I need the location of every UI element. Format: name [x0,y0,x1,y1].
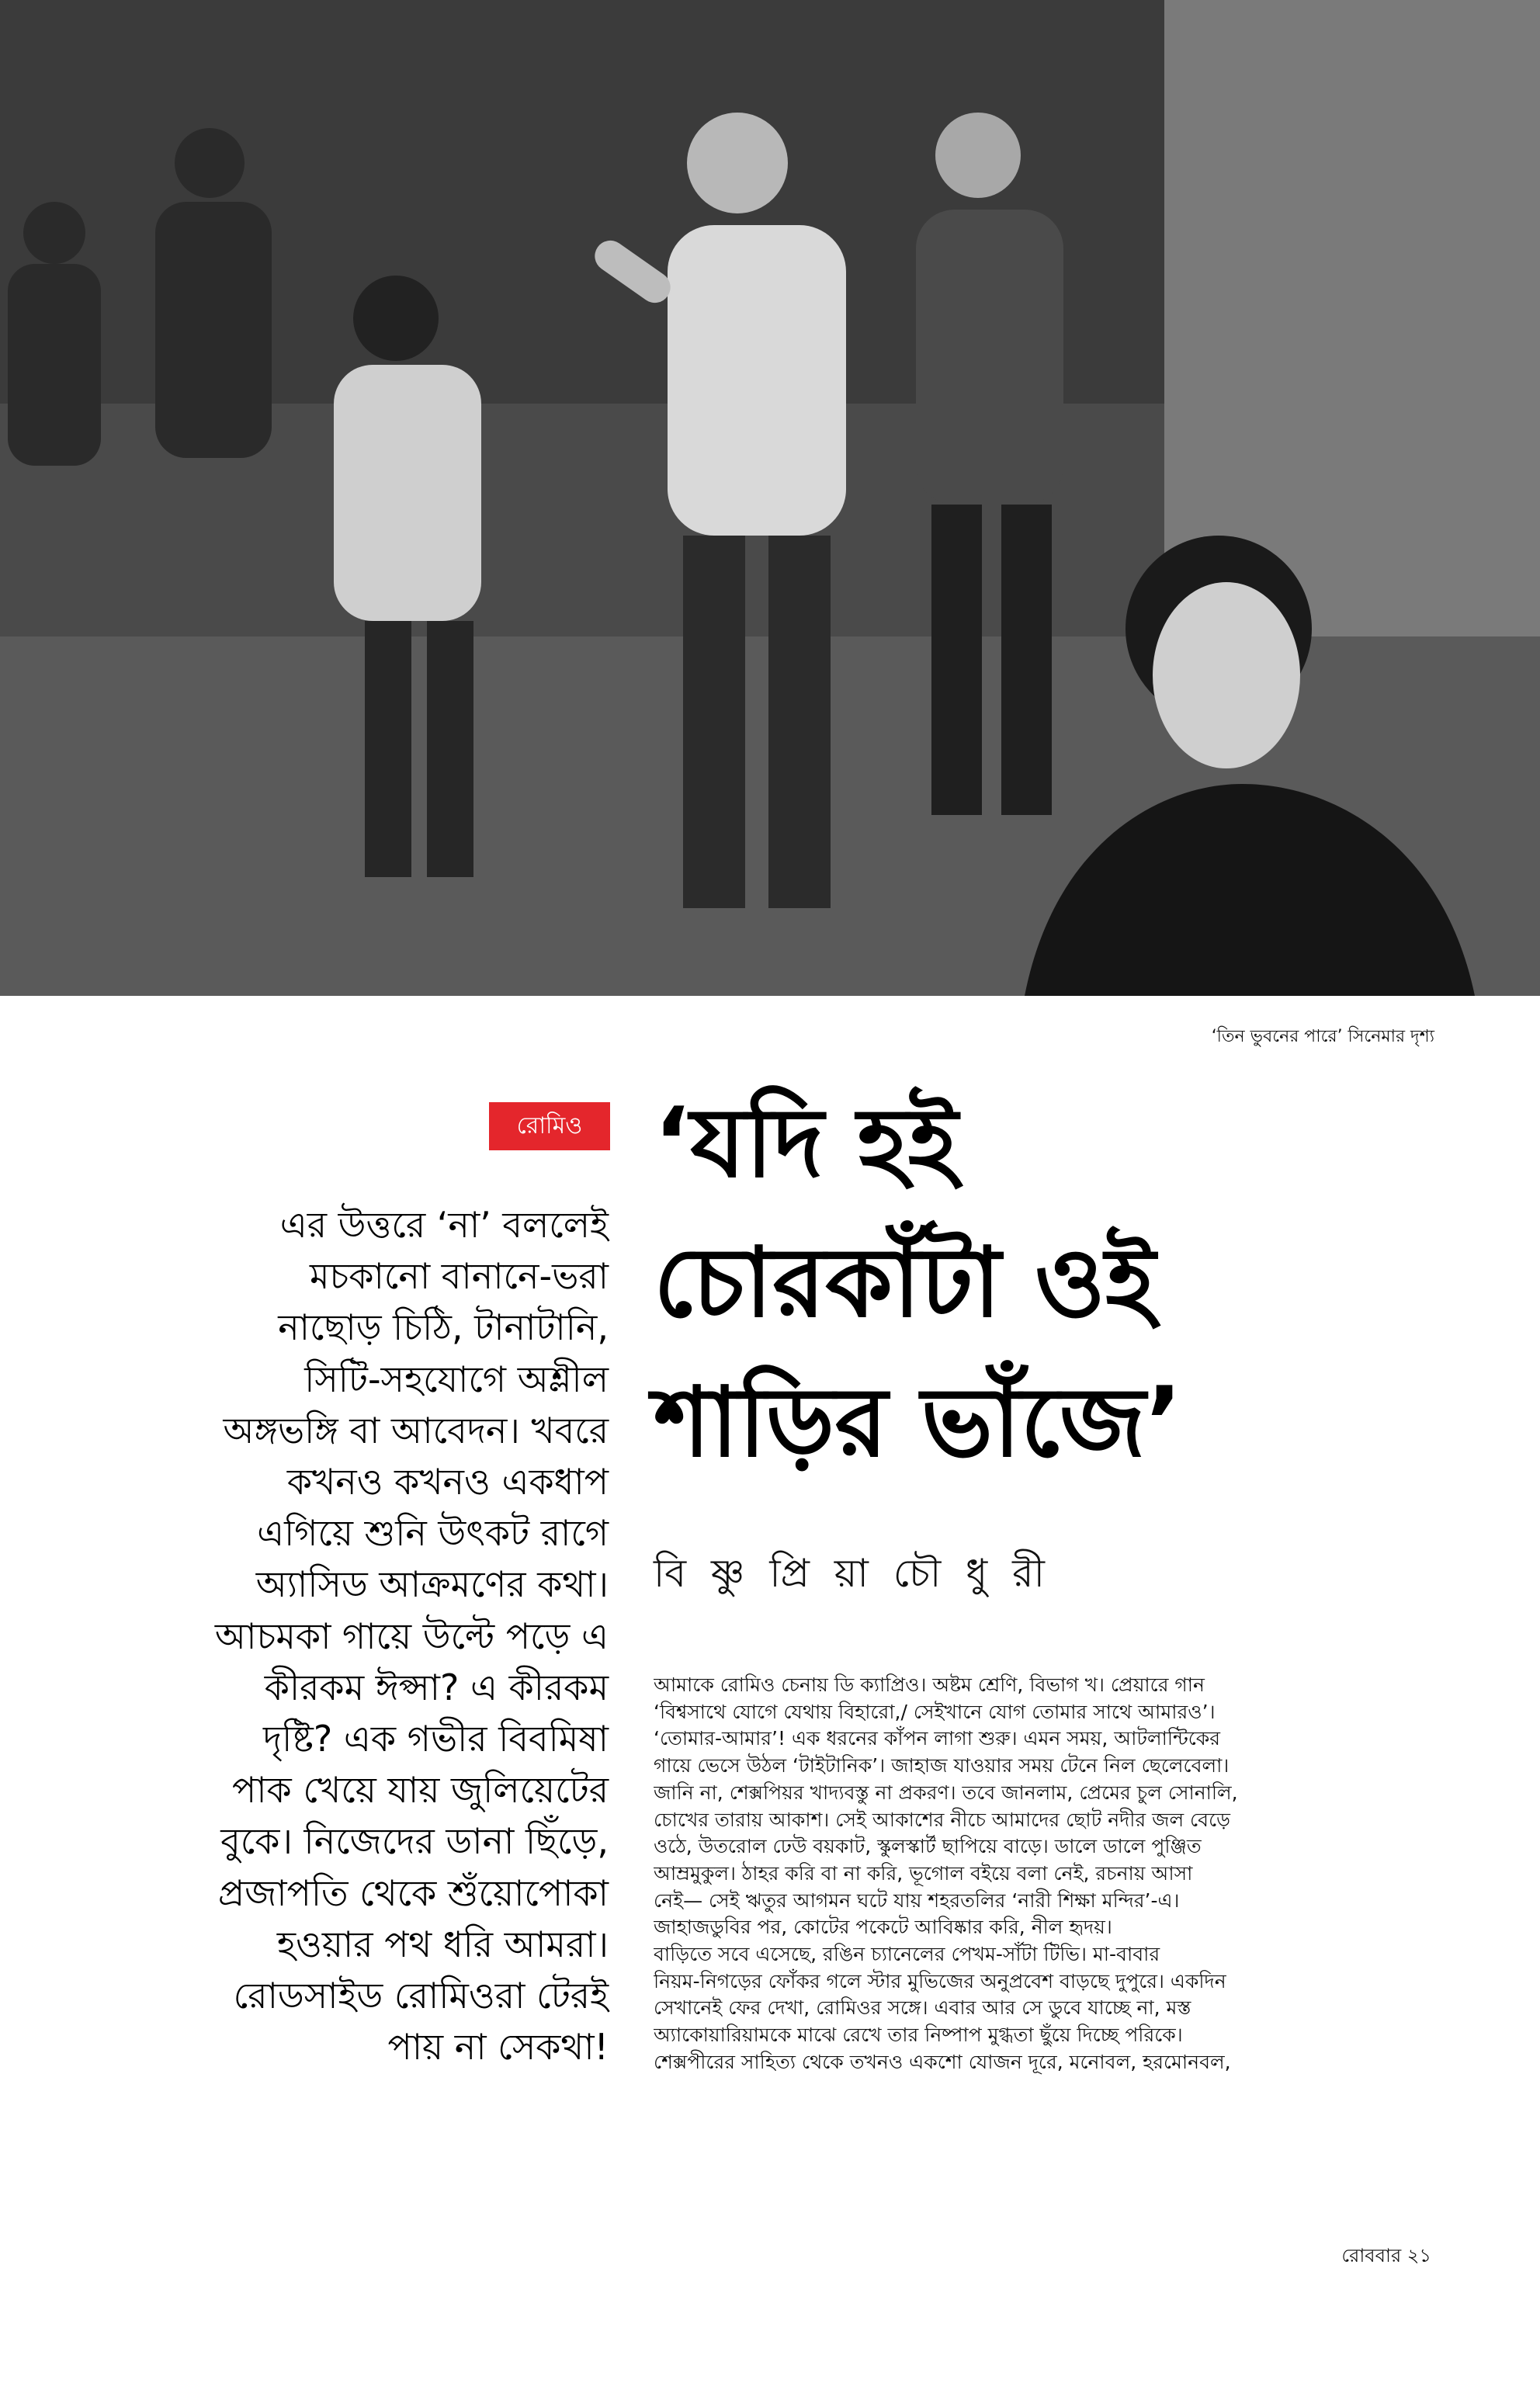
pull-quote [112,1199,609,2072]
pull-quote-line: মচকানো বানানে-ভরা [310,1255,609,1298]
section-tag: রোমিও [489,1102,610,1150]
pull-quote-line: এর উত্তরে ‘না’ বললেই [279,1204,609,1246]
pull-quote-line: বুকে। নিজেদের ডানা ছিঁড়ে, [220,1820,609,1863]
body-line: বাড়িতে সবে এসেছে, রঙিন চ্যানেলের পেখম-সাঁটা টিভি। মা-বাবার [654,1943,1160,1966]
film-still-photo [0,0,1540,996]
body-line: আমাকে রোমিও চেনায় ডি ক্যাপ্রিও। অষ্টম শ্রেণি, বিভাগ খ। প্রেয়ারে গান [654,1673,1205,1696]
pull-quote-line: দৃষ্টি? এক গভীর বিবমিষা [262,1718,609,1760]
headline [654,1073,1430,1493]
pull-quote-line: অ্যাসিড আক্রমণের কথা। [255,1563,609,1606]
byline: বি ষ্ণু প্রি য়া চৌ ধু রী [654,1551,1051,1596]
photo-caption: ‘তিন ভুবনের পারে’ সিনেমার দৃশ্য [1211,1027,1434,1046]
body-line: চোখের তারায় আকাশ। সেই আকাশের নীচে আমাদের ছোট নদীর জল বেড়ে [654,1808,1230,1831]
pull-quote-line: নাছোড় চিঠি, টানাটানি, [278,1306,609,1349]
body-line: অ্যাকোয়ারিয়ামকে মাঝে রেখে তার নিষ্পাপ মুগ্ধতা ছুঁয়ে দিচ্ছে পরিকে। [654,2024,1183,2047]
pull-quote-line: অঙ্গভঙ্গি বা আবেদন। খবরে [223,1409,609,1451]
film-still-illustration [0,0,1540,996]
body-line: ‘বিশ্বসাথে যোগে যেথায় বিহারো,/ সেইখানে যোগ তোমার সাথে আমারও’। [654,1700,1216,1723]
body-line: সেখানেই ফের দেখা, রোমিওর সঙ্গে। এবার আর সে ডুবে যাচ্ছে না, মস্ত [654,1996,1191,2020]
pull-quote-line: সিটি-সহযোগে অশ্লীল [304,1358,609,1400]
pull-quote-line: পাক খেয়ে যায় জুলিয়েটের [231,1769,609,1812]
headline-line: শাড়ির ভাঁজে’ [654,1367,1182,1479]
body-line: ‘তোমার-আমার’! এক ধরনের কাঁপন লাগা শুরু। এমন সময়, আটলান্টিকের [654,1727,1221,1750]
pull-quote-line: কখনও কখনও একধাপ [286,1461,609,1503]
pull-quote-line: প্রজাপতি থেকে শুঁয়োপোকা [217,1871,609,1914]
pull-quote-line: এগিয়ে শুনি উৎকট রাগে [257,1512,609,1555]
body-line: জাহাজডুবির পর, কোটের পকেটে আবিষ্কার করি, নীল হৃদয়। [654,1916,1112,1939]
body-line: আম্রমুকুল। ঠাহর করি বা না করি, ভূগোল বইয়ে বলা নেই, রচনায় আসা [654,1861,1193,1885]
article-body [654,1672,1438,2076]
headline-line: ‘যদি হই [654,1087,958,1199]
body-line: শেক্সপীরের সাহিত্য থেকে তখনও একশো যোজন দূরে, মনোবল, হরমোনবল, [654,2050,1231,2073]
pull-quote-line: আচমকা গায়ে উল্টে পড়ে এ [214,1614,609,1657]
pull-quote-line: কীরকম ঈপ্সা? এ কীরকম [264,1666,609,1708]
body-line: জানি না, শেক্সপিয়র খাদ্যবস্তু না প্রকরণ। তবে জানলাম, প্রেমের চুল সোনালি, [654,1781,1238,1804]
body-line: গায়ে ভেসে উঠল ‘টাইটানিক’। জাহাজ যাওয়ার সময় টেনে নিল ছেলেবেলা। [654,1754,1230,1777]
pull-quote-line: হওয়ার পথ ধরি আমরা। [276,1923,609,1965]
body-line: ওঠে, উতরোল ঢেউ বয়কাট, স্কুলস্কার্ট ছাপিয়ে বাড়ে। ডালে ডালে পুঞ্জিত [654,1835,1202,1858]
pull-quote-line: পায় না সেকথা! [387,2026,609,2069]
body-line: নেই— সেই ঋতুর আগমন ঘটে যায় শহরতলির ‘নারী শিক্ষা মন্দির’-এ। [654,1888,1180,1912]
body-line: নিয়ম-নিগড়ের ফোঁকর গলে স্টার মুভিজের অনুপ্রবেশ বাড়ছে দুপুরে। একদিন [654,1969,1226,1992]
headline-line: চোরকাঁটা ওই [654,1227,1156,1339]
page-folio: রোববার ২১ [1341,2245,1431,2266]
pull-quote-line: রোডসাইড রোমিওরা টেরই [233,1975,609,2017]
